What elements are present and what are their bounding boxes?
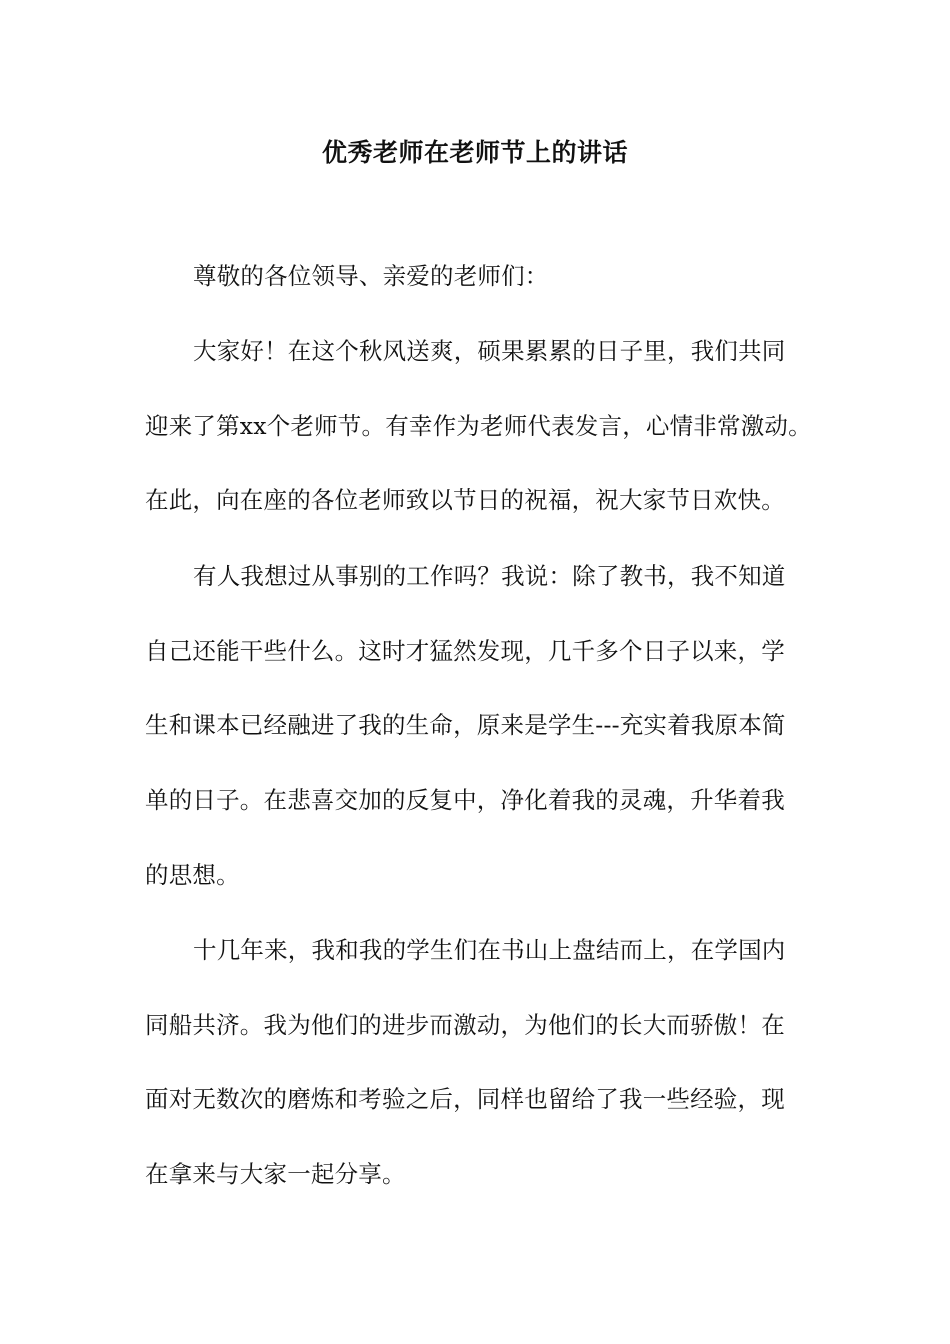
text-line: 自己还能干些什么。这时才猛然发现，几千多个日子以来，学 [145, 637, 785, 665]
text-line: 面对无数次的磨炼和考验之后，同样也留给了我一些经验，现 [145, 1085, 785, 1113]
text-line: 的思想。 [145, 861, 240, 889]
text-line: 十几年来，我和我的学生们在书山上盘结而上，在学国内 [193, 936, 786, 964]
text-line: 单的日子。在悲喜交加的反复中，净化着我的灵魂，升华着我 [145, 786, 785, 814]
text-line: 在此，向在座的各位老师致以节日的祝福，祝大家节日欢快。 [145, 486, 785, 514]
text-line: 生和课本已经融进了我的生命，原来是学生---充实着我原本简 [145, 711, 786, 739]
text-line: 迎来了第xx个老师节。有幸作为老师代表发言，心情非常激动。 [145, 412, 812, 440]
text-line: 同船共济。我为他们的进步而激动，为他们的长大而骄傲！在 [145, 1011, 785, 1039]
text-line: 尊敬的各位领导、亲爱的老师们： [193, 262, 549, 290]
text-line: 大家好！在这个秋风送爽，硕果累累的日子里，我们共同 [193, 337, 786, 365]
text-line: 有人我想过从事别的工作吗？我说：除了教书，我不知道 [193, 562, 786, 590]
document-title: 优秀老师在老师节上的讲话 [321, 138, 628, 167]
text-line: 在拿来与大家一起分享。 [145, 1160, 406, 1188]
